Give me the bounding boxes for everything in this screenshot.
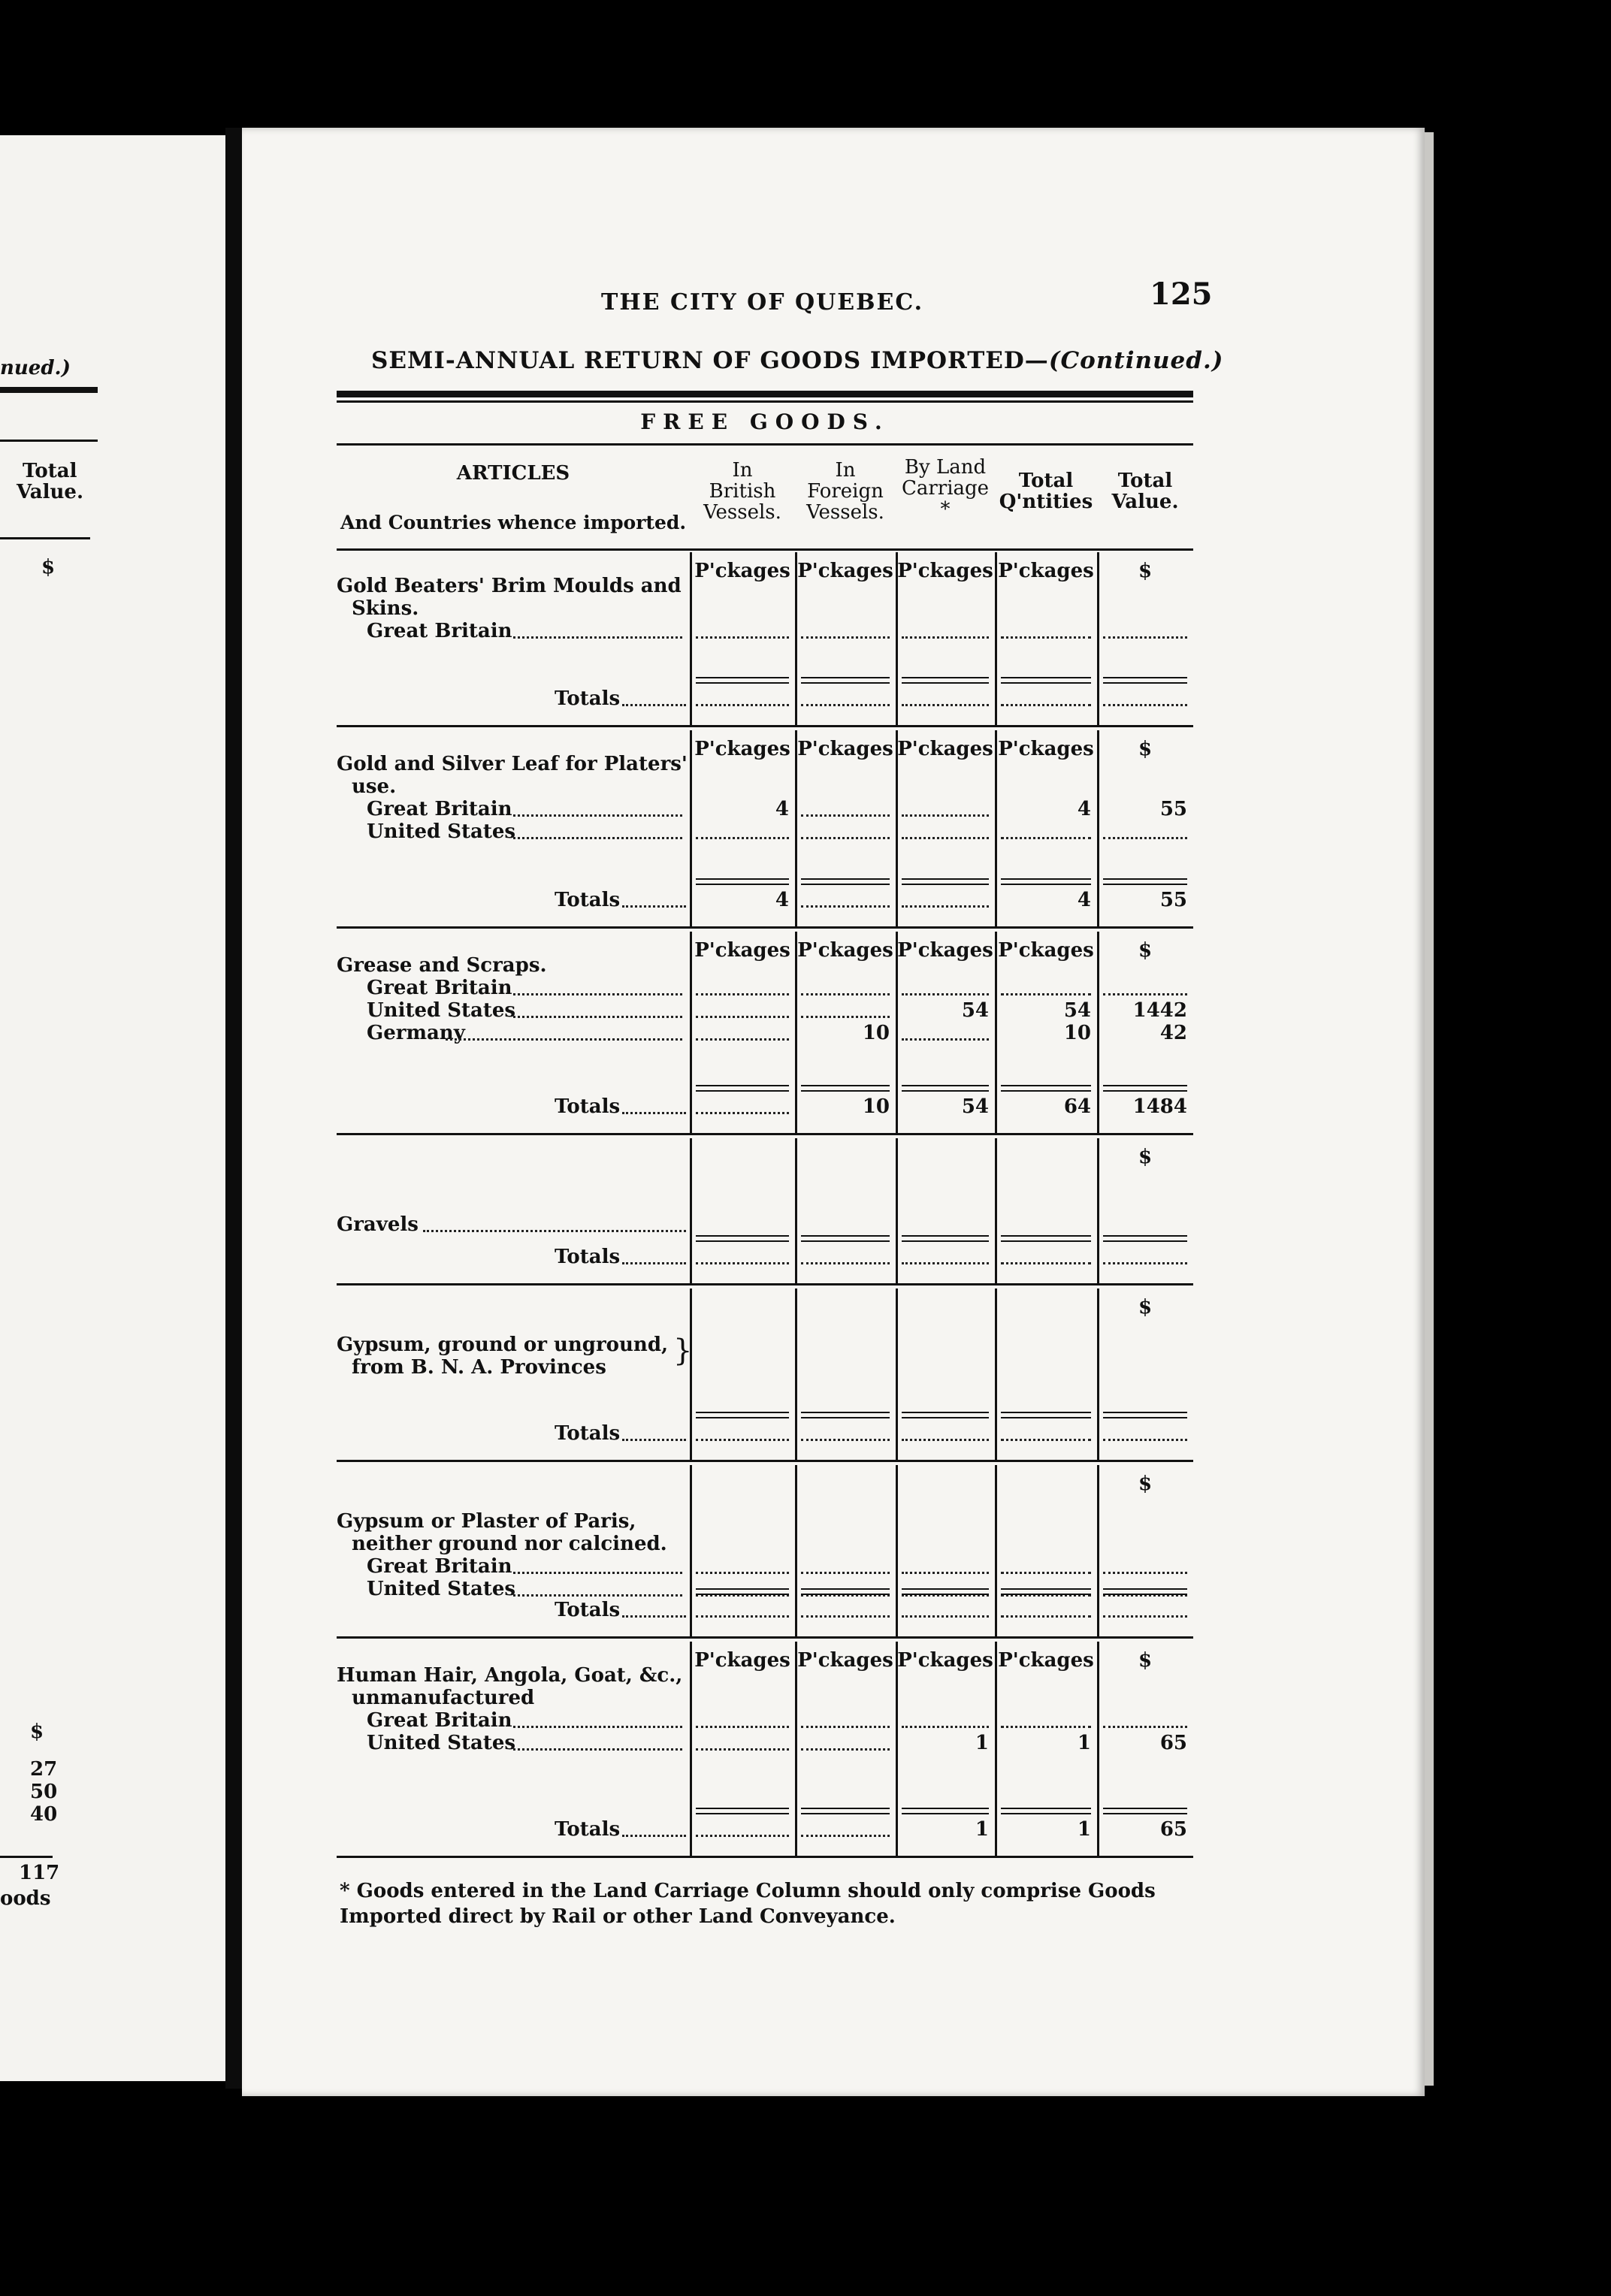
sum-rule: [1001, 1235, 1091, 1237]
article-title: unmanufactured: [352, 1687, 535, 1709]
sum-rule: [902, 1417, 989, 1418]
article-title: Gypsum or Plaster of Paris,: [337, 1510, 636, 1533]
leader-dots: [622, 1835, 686, 1837]
unit-dollar: $: [1138, 1649, 1153, 1672]
unit-packages: P'ckages: [797, 738, 893, 760]
article-title: Skins.: [352, 597, 419, 620]
sum-rule: [1103, 677, 1187, 678]
empty-cell-dots: [1103, 636, 1187, 639]
empty-cell-dots: [801, 1262, 890, 1264]
page-edge: [1425, 132, 1434, 2086]
column-rule: [795, 1642, 797, 1856]
article-title: Gold and Silver Leaf for Platers': [337, 753, 688, 775]
empty-cell-dots: [1001, 636, 1091, 639]
sum-rule: [801, 884, 890, 885]
section-rule: [337, 725, 1193, 727]
table-top-rule: [337, 443, 1193, 446]
sum-rule: [801, 1090, 890, 1092]
sum-rule: [1103, 1090, 1187, 1092]
leader-dots: [622, 1262, 686, 1264]
column-rule: [690, 1288, 692, 1460]
total-value-value: 1484: [1132, 1095, 1187, 1118]
sum-rule: [801, 1594, 890, 1595]
unit-packages: P'ckages: [694, 560, 790, 582]
totals-label: Totals: [555, 1246, 621, 1268]
empty-cell-dots: [902, 837, 989, 839]
sum-rule: [1103, 1417, 1187, 1418]
sum-rule: [1001, 1808, 1091, 1809]
sum-rule: [902, 1588, 989, 1590]
article-title: Gold Beaters' Brim Moulds and: [337, 575, 682, 597]
left-rule: [0, 537, 90, 539]
title-rule-thin: [337, 400, 1193, 403]
col-articles: ARTICLES: [456, 462, 570, 485]
sum-rule: [1103, 878, 1187, 880]
sum-rule: [1001, 682, 1091, 684]
section-rule: [337, 1283, 1193, 1285]
leader-dots: [513, 993, 682, 995]
leader-dots: [513, 636, 682, 639]
country-label: United States: [367, 1732, 516, 1754]
section-rule: [337, 1856, 1193, 1858]
empty-cell-dots: [1001, 837, 1091, 839]
cell-value-value: 55: [1159, 798, 1187, 820]
left-value: 50: [30, 1781, 58, 1803]
cell-value-quantity: 54: [1063, 999, 1091, 1022]
empty-cell-dots: [696, 1112, 789, 1114]
empty-cell-dots: [902, 1439, 989, 1441]
col-land-line: Carriage: [901, 477, 990, 500]
empty-cell-dots: [1001, 1615, 1091, 1618]
sum-rule: [1001, 1240, 1091, 1242]
column-rule: [690, 1138, 692, 1283]
sum-rule: [902, 1090, 989, 1092]
leader-dots: [513, 814, 682, 817]
sum-rule: [902, 1240, 989, 1242]
empty-cell-dots: [902, 1262, 989, 1264]
sum-rule: [696, 1588, 789, 1590]
sum-rule: [1103, 1412, 1187, 1413]
total-value-quantity: 1: [1077, 1818, 1091, 1841]
column-rule: [896, 1138, 898, 1283]
sum-rule: [902, 884, 989, 885]
page-number: 125: [1150, 276, 1213, 312]
empty-cell-dots: [902, 905, 989, 908]
col-quantities-line: Total: [1018, 470, 1074, 492]
col-foreign-line: Foreign: [807, 480, 884, 503]
sum-rule: [696, 884, 789, 885]
unit-packages: P'ckages: [694, 939, 790, 962]
sum-rule: [902, 1235, 989, 1237]
empty-cell-dots: [902, 993, 989, 995]
unit-packages: P'ckages: [998, 1649, 1094, 1672]
col-quantities-line: Q'ntities: [999, 491, 1093, 513]
cell-value-quantity: 10: [1063, 1022, 1091, 1044]
country-label: Great Britain: [367, 1709, 512, 1732]
empty-cell-dots: [696, 1572, 789, 1574]
sum-rule: [1103, 1235, 1187, 1237]
sum-rule: [902, 1813, 989, 1814]
country-label: Great Britain: [367, 1555, 512, 1578]
empty-cell-dots: [801, 1016, 890, 1018]
empty-cell-dots: [801, 814, 890, 817]
empty-cell-dots: [801, 1726, 890, 1728]
country-label: Germany: [367, 1022, 465, 1044]
sum-rule: [902, 1412, 989, 1413]
leader-dots: [622, 1615, 686, 1618]
leader-dots: [446, 1038, 682, 1041]
unit-packages: P'ckages: [797, 1649, 893, 1672]
leader-dots: [513, 1594, 682, 1597]
column-rule: [795, 1288, 797, 1460]
sum-rule: [1001, 1085, 1091, 1086]
empty-cell-dots: [801, 704, 890, 706]
unit-packages: P'ckages: [694, 1649, 790, 1672]
unit-packages: P'ckages: [998, 738, 1094, 760]
col-land-line: *: [940, 498, 951, 521]
empty-cell-dots: [696, 1262, 789, 1264]
leader-dots: [513, 1726, 682, 1728]
sum-rule: [696, 682, 789, 684]
column-rule: [690, 932, 692, 1133]
sum-rule: [801, 1417, 890, 1418]
sum-rule: [1001, 884, 1091, 885]
empty-cell-dots: [1103, 837, 1187, 839]
col-british-line: British: [709, 480, 776, 503]
article-title: Human Hair, Angola, Goat, &c.,: [337, 1664, 683, 1687]
empty-cell-dots: [801, 636, 890, 639]
total-value-land: 1: [975, 1818, 989, 1841]
total-value-british: 4: [775, 889, 789, 911]
unit-dollar: $: [1138, 1146, 1153, 1168]
sum-rule: [696, 1085, 789, 1086]
sum-rule: [902, 1808, 989, 1809]
sum-rule: [902, 677, 989, 678]
cell-value-quantity: 4: [1077, 798, 1091, 820]
left-dollar: $: [41, 556, 56, 579]
total-value-foreign: 10: [862, 1095, 890, 1118]
article-title: Gypsum, ground or unground,: [337, 1334, 669, 1356]
unit-dollar: $: [1138, 1296, 1153, 1319]
sum-rule: [1103, 884, 1187, 885]
cell-value-foreign: 10: [862, 1022, 890, 1044]
country-label: United States: [367, 1578, 516, 1600]
unit-packages: P'ckages: [998, 560, 1094, 582]
leader-dots: [513, 837, 682, 839]
cell-value-quantity: 1: [1077, 1732, 1091, 1754]
empty-cell-dots: [696, 1016, 789, 1018]
col-articles-sub: And Countries whence imported.: [340, 512, 687, 533]
column-rule: [690, 1465, 692, 1636]
col-foreign-line: In: [835, 459, 856, 482]
empty-cell-dots: [1103, 1726, 1187, 1728]
unit-dollar: $: [1138, 738, 1153, 760]
total-value-value: 55: [1159, 889, 1187, 911]
empty-cell-dots: [801, 993, 890, 995]
country-label: Great Britain: [367, 620, 512, 642]
country-label: Great Britain: [367, 798, 512, 820]
return-title-continued: (Continued.): [1048, 347, 1224, 374]
sum-rule: [696, 1594, 789, 1595]
sum-rule: [801, 1813, 890, 1814]
empty-cell-dots: [696, 1748, 789, 1751]
totals-label: Totals: [555, 889, 621, 911]
sum-rule: [1103, 1813, 1187, 1814]
sum-rule: [696, 1412, 789, 1413]
title-rule-thick: [337, 391, 1193, 397]
unit-packages: P'ckages: [897, 738, 993, 760]
total-value-value: 65: [1159, 1818, 1187, 1841]
empty-cell-dots: [801, 837, 890, 839]
empty-cell-dots: [801, 905, 890, 908]
empty-cell-dots: [696, 1439, 789, 1441]
totals-label: Totals: [555, 1422, 621, 1445]
book-gutter: [225, 128, 242, 2089]
empty-cell-dots: [902, 1572, 989, 1574]
total-value-land: 54: [961, 1095, 989, 1118]
col-british-line: In: [732, 459, 753, 482]
empty-cell-dots: [696, 636, 789, 639]
unit-dollar: $: [1138, 1473, 1153, 1495]
running-head: THE CITY OF QUEBEC.: [601, 289, 924, 316]
country-label: United States: [367, 820, 516, 843]
footnote: * Goods entered in the Land Carriage Column should only comprise Goods Imported direct by Rail or other Land Conveyance.: [340, 1880, 1156, 1928]
article-title: Gravels: [337, 1213, 419, 1236]
left-dollar: $: [30, 1720, 44, 1743]
total-value-quantity: 4: [1077, 889, 1091, 911]
left-rule: [0, 387, 98, 393]
empty-cell-dots: [801, 1615, 890, 1618]
empty-cell-dots: [1001, 1572, 1091, 1574]
empty-cell-dots: [902, 704, 989, 706]
total-value-quantity: 64: [1063, 1095, 1091, 1118]
totals-label: Totals: [555, 687, 621, 710]
empty-cell-dots: [1103, 1262, 1187, 1264]
sum-rule: [801, 682, 890, 684]
leader-dots: [622, 905, 686, 908]
left-value: 40: [30, 1803, 58, 1826]
unit-packages: P'ckages: [897, 939, 993, 962]
sum-rule: [1103, 1808, 1187, 1809]
column-rule: [896, 1465, 898, 1636]
empty-cell-dots: [696, 1726, 789, 1728]
empty-cell-dots: [1001, 1262, 1091, 1264]
leader-dots: [513, 1572, 682, 1574]
sum-rule: [801, 1085, 890, 1086]
sum-rule: [801, 878, 890, 880]
sum-rule: [801, 1808, 890, 1809]
section-rule: [337, 1460, 1193, 1462]
leader-dots: [622, 1439, 686, 1441]
sum-rule: [696, 677, 789, 678]
totals-label: Totals: [555, 1599, 621, 1621]
left-column-header-2: Value.: [17, 481, 84, 503]
column-rule: [690, 1642, 692, 1856]
col-value-line: Value.: [1111, 491, 1179, 513]
left-total: 117: [19, 1862, 60, 1884]
empty-cell-dots: [902, 1038, 989, 1041]
return-title-text: SEMI-ANNUAL RETURN OF GOODS IMPORTED—: [371, 347, 1049, 374]
sum-rule: [1103, 1588, 1187, 1590]
left-column-header-1: Total: [23, 460, 77, 482]
sum-rule: [801, 677, 890, 678]
sum-rule: [1001, 878, 1091, 880]
empty-cell-dots: [902, 636, 989, 639]
sum-rule: [696, 1417, 789, 1418]
col-value-line: Total: [1117, 470, 1173, 492]
sum-rule: [902, 878, 989, 880]
sum-rule: [902, 682, 989, 684]
empty-cell-dots: [1103, 1615, 1187, 1618]
column-rule: [795, 1138, 797, 1283]
leader-dots: [622, 1112, 686, 1114]
sum-rule: [1103, 1594, 1187, 1595]
sum-rule: [902, 1594, 989, 1595]
col-value: [1097, 470, 1193, 512]
left-value: 27: [30, 1758, 58, 1781]
sum-rule: [696, 1090, 789, 1092]
totals-label: Totals: [555, 1095, 621, 1118]
sum-rule: [902, 1085, 989, 1086]
unit-packages: P'ckages: [797, 939, 893, 962]
return-title: [371, 347, 1223, 374]
sum-rule: [801, 1412, 890, 1413]
empty-cell-dots: [1001, 1439, 1091, 1441]
empty-cell-dots: [1103, 1439, 1187, 1441]
empty-cell-dots: [696, 993, 789, 995]
column-rule: [995, 1465, 997, 1636]
empty-cell-dots: [1001, 704, 1091, 706]
totals-label: Totals: [555, 1818, 621, 1841]
empty-cell-dots: [1103, 993, 1187, 995]
empty-cell-dots: [696, 1615, 789, 1618]
empty-cell-dots: [801, 1439, 890, 1441]
section-rule: [337, 926, 1193, 929]
unit-packages: P'ckages: [797, 560, 893, 582]
col-land-carriage: [896, 457, 995, 520]
sum-rule: [1001, 1090, 1091, 1092]
empty-cell-dots: [696, 837, 789, 839]
empty-cell-dots: [696, 1038, 789, 1041]
empty-cell-dots: [1001, 1726, 1091, 1728]
sum-rule: [801, 1240, 890, 1242]
leader-dots: [513, 1748, 682, 1751]
leader-dots: [513, 1016, 682, 1018]
left-rule: [0, 440, 98, 442]
column-rule: [995, 1288, 997, 1460]
cell-value-value: 1442: [1132, 999, 1187, 1022]
article-title: neither ground nor calcined.: [352, 1533, 667, 1555]
sum-rule: [696, 1813, 789, 1814]
sum-rule: [696, 1808, 789, 1809]
empty-cell-dots: [801, 1748, 890, 1751]
empty-cell-dots: [1103, 1572, 1187, 1574]
country-label: United States: [367, 999, 516, 1022]
column-rule: [795, 1465, 797, 1636]
sum-rule: [1001, 1417, 1091, 1418]
sum-rule: [1001, 677, 1091, 678]
col-land-line: By Land: [904, 456, 987, 479]
sum-rule: [1103, 1085, 1187, 1086]
sum-rule: [1103, 1240, 1187, 1242]
sum-rule: [696, 1240, 789, 1242]
column-rule: [896, 1288, 898, 1460]
article-title: use.: [352, 775, 397, 798]
sum-rule: [696, 878, 789, 880]
empty-cell-dots: [801, 1835, 890, 1837]
empty-cell-dots: [902, 1615, 989, 1618]
col-british: [690, 460, 795, 523]
empty-cell-dots: [696, 1835, 789, 1837]
column-rule: [995, 1138, 997, 1283]
unit-packages: P'ckages: [998, 939, 1094, 962]
empty-cell-dots: [902, 814, 989, 817]
article-title: Grease and Scraps.: [337, 954, 547, 977]
left-header-fragment: nued.): [0, 357, 71, 379]
section-rule: [337, 1133, 1193, 1135]
empty-cell-dots: [801, 1572, 890, 1574]
sum-rule: [801, 1235, 890, 1237]
country-label: Great Britain: [367, 977, 512, 999]
sum-rule: [1001, 1813, 1091, 1814]
unit-packages: P'ckages: [694, 738, 790, 760]
leader-dots: [622, 704, 686, 706]
cell-value-value: 65: [1159, 1732, 1187, 1754]
cell-value-land: 54: [961, 999, 989, 1022]
cell-value-value: 42: [1159, 1022, 1187, 1044]
col-british-line: Vessels.: [703, 501, 781, 524]
sum-rule: [696, 1235, 789, 1237]
empty-cell-dots: [1103, 704, 1187, 706]
header-bottom-rule: [337, 548, 1193, 551]
unit-dollar: $: [1138, 560, 1153, 582]
col-foreign: [795, 460, 896, 523]
brace: }: [673, 1334, 693, 1368]
empty-cell-dots: [1001, 993, 1091, 995]
section-title: FREE GOODS.: [640, 409, 890, 434]
sum-rule: [1103, 682, 1187, 684]
col-foreign-line: Vessels.: [806, 501, 884, 524]
empty-cell-dots: [902, 1726, 989, 1728]
left-facing-page: [0, 135, 225, 2081]
sum-rule: [1001, 1588, 1091, 1590]
cell-value-land: 1: [975, 1732, 989, 1754]
empty-cell-dots: [696, 704, 789, 706]
sum-rule: [801, 1588, 890, 1590]
leader-dots: [423, 1230, 686, 1232]
left-footnote-fragment: oods: [0, 1887, 51, 1910]
article-title: from B. N. A. Provinces: [352, 1356, 606, 1379]
section-rule: [337, 1636, 1193, 1639]
unit-packages: P'ckages: [897, 1649, 993, 1672]
unit-packages: P'ckages: [897, 560, 993, 582]
sum-rule: [1001, 1594, 1091, 1595]
col-quantities: [995, 470, 1097, 512]
left-rule: [0, 1856, 53, 1858]
unit-dollar: $: [1138, 939, 1153, 962]
sum-rule: [1001, 1412, 1091, 1413]
cell-value-british: 4: [775, 798, 789, 820]
